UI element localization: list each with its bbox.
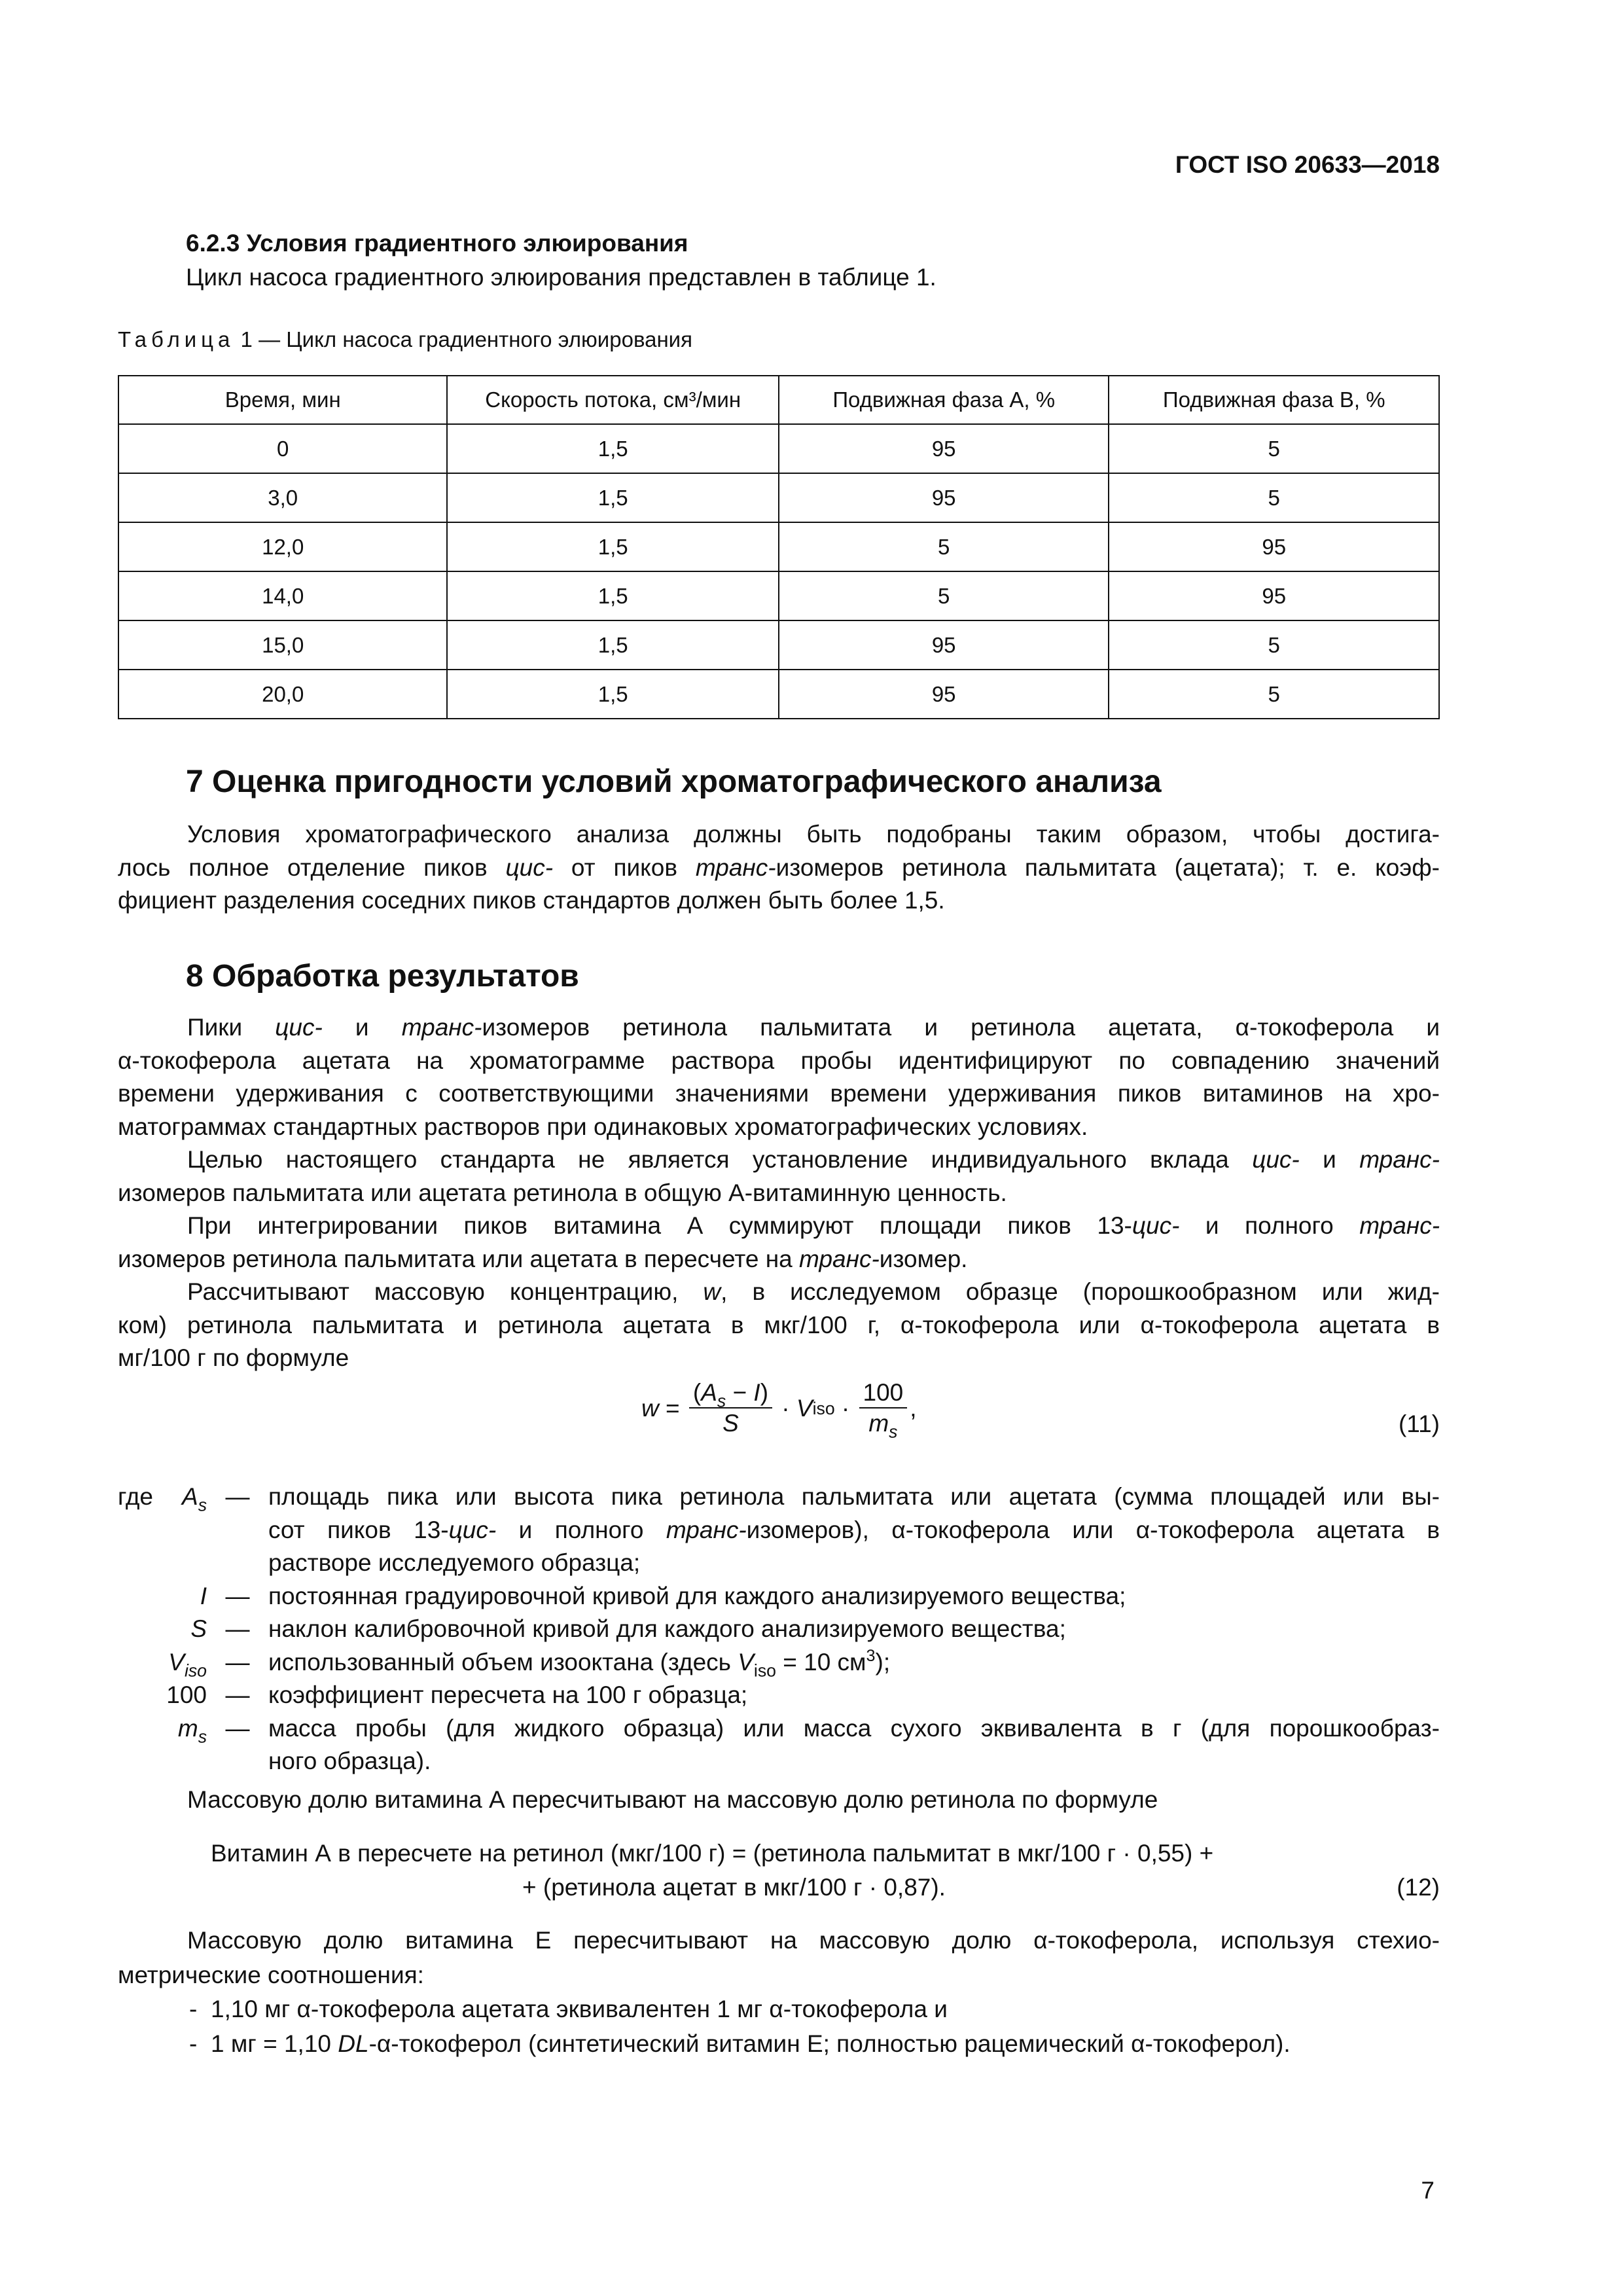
- section-8: [118, 957, 1440, 1375]
- text-run: от пиков: [553, 853, 696, 881]
- definition-text: [268, 1745, 1440, 1778]
- definition-dash: [207, 1547, 268, 1580]
- text-line: [118, 1342, 1440, 1375]
- equation-number: (12): [1397, 1874, 1440, 1901]
- definition-dash: —: [225, 1681, 250, 1708]
- text-run: фициент разделения соседних пиков стандартов должен быть более 1,5.: [118, 887, 945, 914]
- text-run-italic: [1359, 1212, 1440, 1239]
- where-label: [118, 1547, 164, 1580]
- text-line: [118, 1111, 1440, 1144]
- table-cell: 5: [1109, 424, 1439, 473]
- column-header: Время, мин: [118, 376, 447, 424]
- table-cell: 1,5: [447, 473, 778, 522]
- definition-symbol: I: [200, 1582, 207, 1609]
- definition-dash: [207, 1514, 268, 1547]
- table-caption-label: Таблица: [118, 327, 235, 351]
- formula-symbol: m: [868, 1410, 889, 1437]
- text-run: изомеров пальмитата или ацетата ретинола в общую А-витаминную ценность.: [118, 1179, 1007, 1206]
- formula-symbol: V: [796, 1395, 813, 1422]
- definition-dash: —: [225, 1582, 250, 1609]
- formula-operator: ·: [834, 1395, 857, 1422]
- formula-fraction: [859, 1378, 908, 1442]
- fraction-numerator: 100: [859, 1378, 908, 1408]
- where-label: [118, 1514, 164, 1547]
- text-run: α-токоферола ацетата на хроматограмме раствора пробы идентифицируют по совпадению значений: [118, 1047, 1440, 1074]
- text-run: изомеров ретинола пальмитата (ацетата); т. е. коэф-: [776, 853, 1440, 881]
- vitamin-e-conversion: [118, 1924, 1440, 2061]
- paren: ): [760, 1379, 769, 1406]
- definition-symbol: S: [190, 1615, 207, 1642]
- text-run-italic: [506, 854, 554, 881]
- definition-symbol: [164, 1514, 207, 1547]
- text-run-italic: [738, 1648, 776, 1680]
- italic-text: w: [703, 1278, 721, 1305]
- table-cell: 1,5: [447, 620, 778, 670]
- where-label: [118, 1646, 164, 1679]
- fraction-denominator: [722, 1408, 739, 1439]
- formula-subscript: s: [717, 1391, 726, 1411]
- italic-text: цис-: [448, 1516, 497, 1543]
- text-run: и полного: [496, 1516, 666, 1543]
- fraction-numerator: [689, 1378, 772, 1411]
- italic-text: транс-: [1359, 1212, 1440, 1239]
- italic-text: цис-: [1252, 1146, 1300, 1173]
- definition-dash: —: [225, 1714, 250, 1742]
- text-run: растворе исследуемого образца;: [268, 1549, 641, 1576]
- table-cell: 95: [1109, 571, 1439, 620]
- text-line: [118, 1011, 1440, 1045]
- definition-text: [268, 1480, 1440, 1514]
- formula-operator: ·: [775, 1395, 796, 1422]
- text-line: [118, 1077, 1440, 1111]
- table-cell: 1,5: [447, 522, 778, 571]
- italic-text: цис-: [275, 1014, 323, 1041]
- table-cell: 95: [1109, 522, 1439, 571]
- text-run: постоянная градуировочной кривой для каждого анализируемого вещества;: [268, 1582, 1126, 1609]
- text-run: коэффициент пересчета на 100 г образца;: [268, 1681, 748, 1708]
- text-run: изомеров), α-токоферола или α-токоферола ацетата в: [746, 1516, 1440, 1543]
- text-run: );: [875, 1648, 891, 1676]
- document-header: ГОСТ ISO 20633—2018: [1175, 151, 1440, 178]
- definition-text: [268, 1646, 1440, 1679]
- bullet-list: [118, 1992, 1440, 2061]
- definition-row: [118, 1646, 1440, 1679]
- definition-row: [118, 1613, 1440, 1646]
- table-caption: [118, 323, 692, 357]
- formula-symbol: S: [722, 1410, 739, 1437]
- italic-text: транс-: [695, 853, 776, 881]
- text-run: метрические соотношения:: [118, 1961, 424, 1988]
- table-cell: 95: [779, 670, 1109, 719]
- table-row: [118, 571, 1439, 620]
- bullet: -: [189, 2030, 198, 2057]
- text-run: использованный объем изооктана (здесь: [268, 1648, 738, 1676]
- definition-symbol: [164, 1745, 207, 1778]
- definition-row: [118, 1679, 1440, 1712]
- text-run: матограммах стандартных растворов при одинаковых хроматографических условиях.: [118, 1113, 1088, 1140]
- definition-text: [268, 1679, 1440, 1712]
- text-run: Рассчитывают массовую концентрацию,: [187, 1278, 704, 1305]
- italic-text: DL: [338, 2030, 369, 2057]
- formula-punctuation: ,: [910, 1395, 917, 1422]
- section-heading: 7 Оценка пригодности условий хроматографического анализа: [186, 764, 1162, 799]
- table-cell: 1,5: [447, 424, 778, 473]
- section-7: [118, 762, 1440, 918]
- text-run: сот пиков 13-: [268, 1516, 449, 1543]
- table-caption-title: 1 — Цикл насоса градиентного элюирования: [234, 327, 692, 351]
- text-run: и: [1299, 1146, 1360, 1173]
- table-cell: 0: [118, 424, 447, 473]
- text-run-italic: [666, 1516, 747, 1543]
- where-label: [118, 1712, 164, 1746]
- table-cell: 95: [779, 473, 1109, 522]
- table-cell: 20,0: [118, 670, 447, 719]
- definitions-list: [118, 1480, 1440, 1778]
- paren: (: [692, 1379, 702, 1406]
- text-run-italic: [799, 1246, 880, 1272]
- text-line: [118, 1143, 1440, 1177]
- formula-fraction: [689, 1378, 772, 1439]
- column-header: Подвижная фаза А, %: [779, 376, 1109, 424]
- definition-text: [268, 1547, 1440, 1580]
- formula-subscript: s: [889, 1422, 898, 1442]
- where-label: [118, 1745, 164, 1778]
- text-line: [118, 1177, 1440, 1210]
- text-run: наклон калибровочной кривой для каждого анализируемого вещества;: [268, 1615, 1066, 1642]
- text-run: 1,10 мг α-токоферола ацетата эквивалентен 1 мг α-токоферола и: [211, 1996, 948, 2022]
- definition-dash: —: [225, 1648, 250, 1676]
- table-row: [118, 473, 1439, 522]
- definition-text: [268, 1712, 1440, 1746]
- section-heading: 8 Обработка результатов: [186, 959, 579, 994]
- section-body: [118, 1011, 1440, 1375]
- table-row: [118, 670, 1439, 719]
- column-header: Скорость потока, см³/мин: [447, 376, 778, 424]
- text-run: = 10 см: [776, 1648, 866, 1676]
- definition-row: [118, 1712, 1440, 1746]
- table-cell: 1,5: [447, 670, 778, 719]
- formula-symbol: w: [641, 1395, 659, 1422]
- text-line: [118, 1276, 1440, 1309]
- definition-symbol: [164, 1547, 207, 1580]
- table-row: [118, 620, 1439, 670]
- text-run: -α-токоферол (синтетический витамин Е; полностью рацемический α-токоферол).: [368, 2030, 1291, 2057]
- definition-text: [268, 1514, 1440, 1547]
- formula-symbol: A: [701, 1379, 717, 1406]
- italic-text: транс-: [1359, 1146, 1440, 1173]
- paragraph: Цикл насоса градиентного элюирования представлен в таблице 1.: [186, 264, 936, 291]
- text-run: лось полное отделение пиков: [118, 853, 506, 881]
- table-cell: 14,0: [118, 571, 447, 620]
- text-run-italic: [275, 1014, 323, 1041]
- table-header-row: [118, 376, 1439, 424]
- text-run-italic: [449, 1516, 497, 1543]
- formula-12-line-1: Витамин А в пересчете на ретинол (мкг/100 г) = (ретинола пальмитат в мкг/100 г · 0,55) +: [211, 1840, 1214, 1867]
- formula-operator: −: [726, 1379, 754, 1406]
- definition-text: [268, 1613, 1440, 1646]
- table-cell: 5: [779, 522, 1109, 571]
- italic-text: цис-: [505, 853, 554, 881]
- text-line: [118, 1243, 1440, 1276]
- definition-symbol: 100: [166, 1681, 207, 1708]
- text-run: ного образца).: [268, 1748, 431, 1774]
- text-run: 1 мг = 1,10: [211, 2030, 338, 2057]
- text-run: ком) ретинола пальмитата и ретинола ацетата в мкг/100 г, α-токоферола или α-токоферола ацетата в: [118, 1311, 1440, 1338]
- definition-row: [118, 1580, 1440, 1613]
- text-run: , в исследуемом образце (порошкообразном или жид-: [721, 1278, 1440, 1305]
- subscript: iso: [184, 1660, 207, 1680]
- fraction-denominator: [868, 1408, 898, 1442]
- table-cell: 5: [1109, 473, 1439, 522]
- definition-row: [118, 1547, 1440, 1580]
- text-run: Пики: [187, 1014, 276, 1041]
- section-heading: 6.2.3 Условия градиентного элюирования: [186, 230, 688, 257]
- gradient-table: [118, 375, 1440, 719]
- text-run-italic: [338, 2030, 368, 2057]
- text-run: Массовую долю витамина Е пересчитывают на массовую долю α-токоферола, используя стехио-: [187, 1927, 1440, 1954]
- formula-12-line-2: + (ретинола ацетат в мкг/100 г · 0,87).: [522, 1874, 946, 1901]
- text-run-italic: [402, 1014, 482, 1041]
- table-cell: 5: [1109, 620, 1439, 670]
- text-run-italic: [703, 1278, 721, 1305]
- definition-text: [268, 1580, 1440, 1613]
- where-label: [118, 1580, 164, 1613]
- text-run: площадь пика или высота пика ретинола пальмитата или ацетата (сумма площадей или вы-: [268, 1483, 1440, 1510]
- superscript: 3: [866, 1646, 876, 1665]
- italic-text: транс-: [799, 1245, 880, 1272]
- text-run: Условия хроматографического анализа должны быть подобраны таким образом, чтобы достига-: [187, 821, 1440, 848]
- table-cell: 12,0: [118, 522, 447, 571]
- list-item: [118, 1992, 1440, 2027]
- paragraph: Массовую долю витамина А пересчитывают на массовую долю ретинола по формуле: [187, 1786, 1158, 1813]
- table-cell: 95: [779, 424, 1109, 473]
- section-body: [118, 818, 1440, 918]
- text-run: Целью настоящего стандарта не является установление индивидуального вклада: [187, 1146, 1253, 1173]
- definition-symbol: $V_{iso}$: [168, 1648, 207, 1680]
- table-cell: 15,0: [118, 620, 447, 670]
- table-row: [118, 424, 1439, 473]
- table-cell: 5: [1109, 670, 1439, 719]
- definition-row: [118, 1745, 1440, 1778]
- subscript: s: [198, 1726, 207, 1746]
- text-run-italic: [1359, 1146, 1440, 1173]
- text-run: и: [322, 1014, 402, 1041]
- definition-row: [118, 1480, 1440, 1514]
- italic-text: транс-: [666, 1516, 747, 1543]
- definition-dash: —: [225, 1483, 250, 1510]
- formula-11: w = $\frac{(A_s - I)}{S}$ · V iso · $\frac{100}{m_s}$ ,: [641, 1379, 917, 1442]
- bullet: -: [189, 1996, 198, 2022]
- table-cell: 95: [779, 620, 1109, 670]
- text-run: При интегрировании пиков витамина А суммируют площади пиков 13-: [187, 1212, 1132, 1239]
- table-cell: 5: [779, 571, 1109, 620]
- definition-dash: [207, 1745, 268, 1778]
- table-cell: 3,0: [118, 473, 447, 522]
- text-run: времени удерживания с соответствующими значениями времени удерживания пиков витаминов на хро-: [118, 1080, 1440, 1107]
- formula-symbol: I: [753, 1379, 760, 1406]
- text-line: [118, 884, 1440, 918]
- where-label: [118, 1679, 164, 1712]
- text-line: [118, 852, 1440, 885]
- text-run: мг/100 г по формуле: [118, 1344, 349, 1371]
- italic-text: цис-: [1132, 1212, 1180, 1239]
- table-cell: 1,5: [447, 571, 778, 620]
- text-run: масса пробы (для жидкого образца) или масса сухого эквивалента в г (для порошкообраз-: [268, 1714, 1440, 1742]
- where-label: где: [118, 1483, 154, 1510]
- italic-text: транс-: [401, 1014, 482, 1041]
- text-line: [118, 1924, 1440, 1958]
- section-6-2-3: [118, 226, 1440, 295]
- list-item: [118, 2027, 1440, 2062]
- text-run-italic: [1252, 1146, 1300, 1173]
- subscript: iso: [753, 1660, 776, 1680]
- definition-symbol: $m_s$: [177, 1714, 207, 1746]
- text-run: изомер.: [879, 1245, 968, 1272]
- definition-symbol: $A_s$: [182, 1483, 207, 1515]
- text-line: [118, 818, 1440, 852]
- page-number: 7: [1421, 2177, 1435, 2204]
- text-run: изомеров ретинола пальмитата или ацетата в пересчете на: [118, 1245, 800, 1272]
- text-line: [118, 1958, 1440, 1993]
- definition-dash: —: [225, 1615, 250, 1642]
- formula-operator: =: [658, 1395, 687, 1422]
- text-run: изомеров ретинола пальмитата и ретинола ацетата, α-токоферола и: [482, 1014, 1440, 1041]
- vitamin-a-conversion: [118, 1784, 1440, 1901]
- column-header: Подвижная фаза В, %: [1109, 376, 1439, 424]
- text-run-italic: [1132, 1212, 1180, 1239]
- text-line: [118, 1210, 1440, 1243]
- where-label: [118, 1613, 164, 1646]
- subscript: s: [198, 1495, 207, 1515]
- text-run: и полного: [1179, 1212, 1360, 1239]
- table-row: [118, 522, 1439, 571]
- text-line: [118, 1309, 1440, 1342]
- equation-number: (11): [1398, 1410, 1440, 1437]
- paragraph: [118, 1924, 1440, 1992]
- text-run-italic: [696, 854, 776, 881]
- italic-text: V: [738, 1648, 754, 1676]
- definition-row: [118, 1514, 1440, 1547]
- text-line: [118, 1045, 1440, 1078]
